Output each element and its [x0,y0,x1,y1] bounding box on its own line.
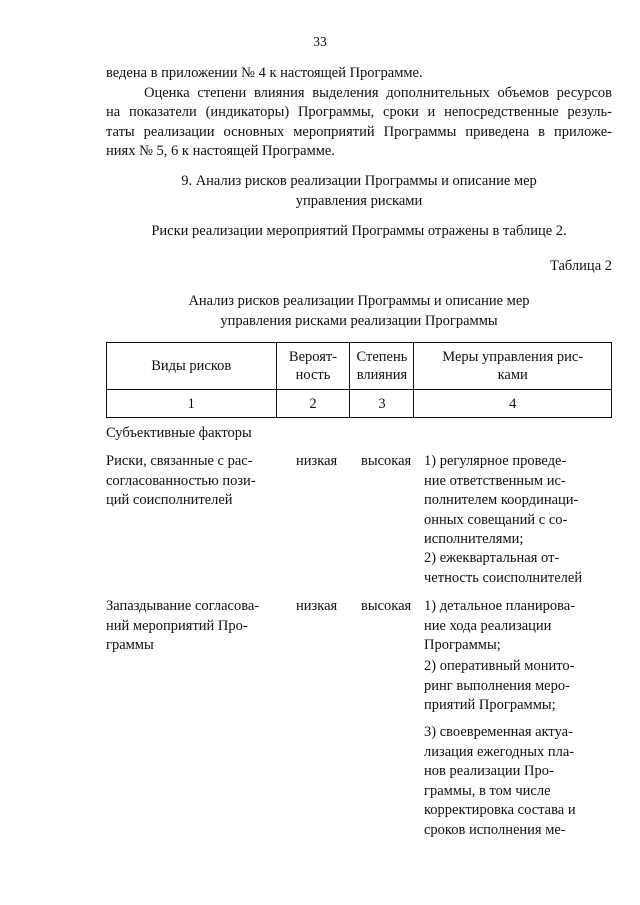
table-label: Таблица 2 [549,258,612,274]
measure-line: 1) регулярное проведе- [424,453,567,469]
section-heading [106,172,612,211]
header-text: ками [497,367,528,383]
header-text: Виды рисков [151,358,232,374]
measure-line: ние ответственным ис- [424,472,566,489]
table-header-row [107,343,612,390]
risk-line: ций соисполнителей [106,492,233,509]
measure-line: Программы; [424,637,501,654]
row-1-risk [106,452,276,511]
row-2-measure-2 [424,657,612,716]
row-2-measure-3 [424,723,612,841]
measure-line: 3) своевременная актуа- [424,724,573,740]
measure-line: корректировка состава и [424,802,576,819]
row-2-measure-1 [424,597,612,656]
column-number: 2 [276,390,350,418]
header-cell-impact [350,343,414,390]
intro-line: Оценка степени влияния выделения дополнительных объемов ресурсов [144,84,612,101]
group-label: Субъективные факторы [106,425,252,441]
table-title-line: управления рисками реализации Программы [220,312,498,329]
measure-line: 2) ежеквартальная от- [424,550,560,566]
measure-line: 2) оперативный монито- [424,658,575,674]
table-title-line: Анализ рисков реализации Программы и описание мер [188,293,530,309]
row-2-impact: высокая [361,598,412,614]
risk-line: граммы [106,637,154,654]
column-number: 3 [350,390,414,418]
risk-table-header [106,342,612,418]
measure-line: приятий Программы; [424,697,556,714]
header-cell-risk-types [107,343,277,390]
header-text: Меры управления рис- [442,349,584,365]
risk-line: Риски, связанные с рас- [106,453,253,469]
header-text: ность [295,367,331,383]
measure-line: нов реализации Про- [424,763,554,780]
measure-line: сроков исполнения ме- [424,821,566,838]
intro-line: ведена в приложении № 4 к настоящей Программе. [106,65,423,81]
row-2-probability: низкая [296,598,338,614]
intro-line: таты реализации основных мероприятий Программы приведена в приложе- [106,123,612,140]
risk-line: Запаздывание согласова- [106,598,260,614]
measure-line: 1) детальное планирова- [424,598,576,614]
measure-line: ринг выполнения меро- [424,677,570,694]
column-number: 1 [107,390,277,418]
section-text: Риски реализации мероприятий Программы отражены в таблице 2. [151,223,567,239]
row-1-measure-1 [424,452,612,550]
header-text: Степень [356,349,408,365]
row-1-probability: низкая [296,453,338,469]
intro-line: ниях № 5, 6 к настоящей Программе. [106,143,335,160]
section-heading-line: 9. Анализ рисков реализации Программы и описание мер [181,173,537,189]
measure-line: полнителем координаци- [424,492,579,509]
measure-line: исполнителями; [424,531,524,548]
intro-line: на показатели (индикаторы) Программы, сроки и непосредственные резуль- [106,104,612,121]
column-number: 4 [414,390,612,418]
row-2-risk [106,597,276,656]
header-text: Вероят- [288,349,338,365]
measure-line: онных совещаний с со- [424,511,568,528]
measure-line: ние хода реализации [424,617,552,634]
row-1-impact: высокая [361,453,412,469]
header-cell-measures [414,343,612,390]
header-cell-probability [276,343,350,390]
risk-line: ний мероприятий Про- [106,617,248,634]
measure-line: лизация ежегодных пла- [424,743,575,760]
row-1-measure-2 [424,549,612,588]
measure-line: граммы, в том числе [424,782,551,799]
column-number-row [107,390,612,418]
page-number: 33 [313,34,327,49]
risk-line: согласованностью пози- [106,472,256,489]
table-title [106,292,612,331]
header-text: влияния [356,367,408,383]
section-heading-line: управления рисками [295,192,423,209]
intro-paragraph [106,64,612,162]
measure-line: четность соисполнителей [424,569,583,586]
